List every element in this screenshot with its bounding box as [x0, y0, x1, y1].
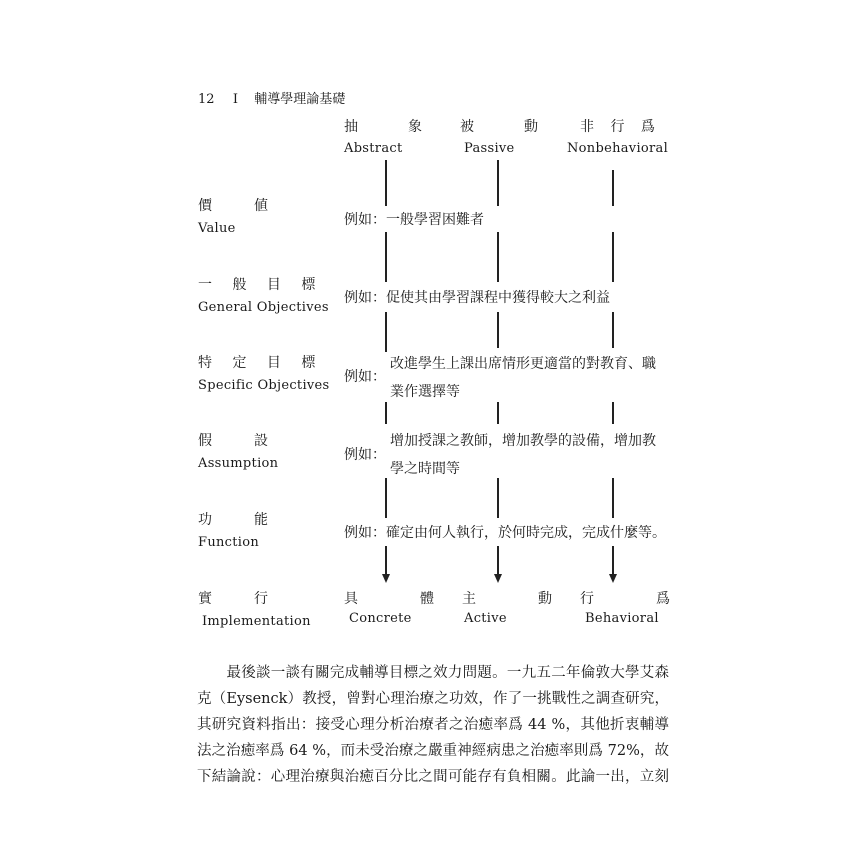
level-specific-example-line2: 業作選擇等 [390, 381, 464, 401]
level-function-en: Function [198, 535, 260, 550]
line-col1-seg6 [385, 546, 387, 576]
body-paragraph-line4: 法之治癒率爲 64 %，而未受治療之嚴重神經病患之治癒率則爲 72%，故 [197, 743, 669, 759]
level-value-example: 例如：一般學習困難者 [344, 209, 488, 229]
arrow-col3 [609, 574, 617, 583]
line-col3-seg4 [612, 402, 614, 424]
level-specific-zh: 特 定 目 標 [198, 355, 324, 371]
line-col2-seg3 [497, 312, 499, 348]
col-concrete-zh: 具 體 [344, 591, 439, 607]
col-nonbehavioral-zh: 非 行 爲 [580, 119, 661, 135]
level-implementation-zh: 實 行 [198, 591, 282, 607]
level-implementation-en: Implementation [202, 614, 311, 629]
col-concrete-en: Concrete [349, 611, 412, 626]
line-col2-seg6 [497, 546, 499, 576]
level-assumption-en: Assumption [198, 456, 279, 471]
col-passive-zh: 被 動 [460, 119, 556, 135]
line-col2-seg4 [497, 402, 499, 424]
level-specific-en: Specific Objectives [198, 378, 330, 393]
line-col3-seg2 [612, 232, 614, 282]
body-paragraph-line2: 克（Eysenck）教授，曾對心理治療之功效，作了一挑戰性之調查研究， [197, 691, 669, 707]
col-passive-en: Passive [464, 141, 515, 156]
line-col2-seg5 [497, 478, 499, 518]
page-header [198, 88, 345, 107]
level-assumption-prefix: 例如： [344, 444, 386, 464]
body-paragraph-line3: 其研究資料指出：接受心理分析治療者之治癒率爲 44 %，其他折衷輔導 [197, 717, 669, 733]
book-title: 輔導學理論基礎 [254, 92, 346, 107]
level-value-en: Value [198, 221, 236, 236]
body-paragraph-line5: 下結論說：心理治療與治癒百分比之間可能存有負相關。此論一出，立刻 [197, 769, 669, 785]
col-active-zh: 主 動 [462, 591, 557, 607]
line-col3-seg5 [612, 478, 614, 518]
line-col1-seg1 [385, 160, 387, 206]
arrow-col1 [382, 574, 390, 583]
arrow-col2 [494, 574, 502, 583]
level-specific-prefix: 例如： [344, 366, 386, 386]
col-behavioral-zh: 行 爲 [580, 591, 675, 607]
line-col2-seg2 [497, 232, 499, 282]
line-col1-seg5 [385, 478, 387, 518]
level-general-example: 例如：促使其由學習課程中獲得較大之利益 [344, 287, 614, 307]
level-general-en: General Objectives [198, 300, 329, 315]
level-specific-example-line1: 改進學生上課出席情形更適當的對教育、職 [390, 353, 660, 373]
body-paragraph-line1: 最後談一談有關完成輔導目標之效力問題。一九五二年倫敦大學艾森 [197, 665, 669, 681]
line-col3-seg6 [612, 546, 614, 576]
line-col2-seg1 [497, 160, 499, 206]
line-col3-seg3 [612, 312, 614, 348]
level-assumption-zh: 假 設 [198, 433, 282, 449]
col-nonbehavioral-en: Nonbehavioral [567, 141, 669, 156]
level-assumption-example-line1: 增加授課之教師，增加教學的設備，增加教 [390, 430, 660, 450]
line-col1-seg2 [385, 232, 387, 282]
level-assumption-example-line2: 學之時間等 [390, 458, 464, 478]
col-behavioral-en: Behavioral [585, 611, 659, 626]
level-function-example: 例如：確定由何人執行，於何時完成，完成什麼等。 [344, 522, 670, 542]
part-label: I [232, 92, 238, 107]
level-general-zh: 一 般 目 標 [198, 277, 324, 293]
level-value-zh: 價 値 [198, 198, 282, 214]
col-abstract-zh: 抽 象 [344, 119, 440, 135]
line-col1-seg3 [385, 312, 387, 352]
line-col1-seg4 [385, 402, 387, 424]
level-function-zh: 功 能 [198, 512, 282, 528]
col-active-en: Active [464, 611, 507, 626]
col-abstract-en: Abstract [344, 141, 403, 156]
page-number: 12 [198, 92, 215, 107]
line-col3-seg1 [612, 170, 614, 206]
